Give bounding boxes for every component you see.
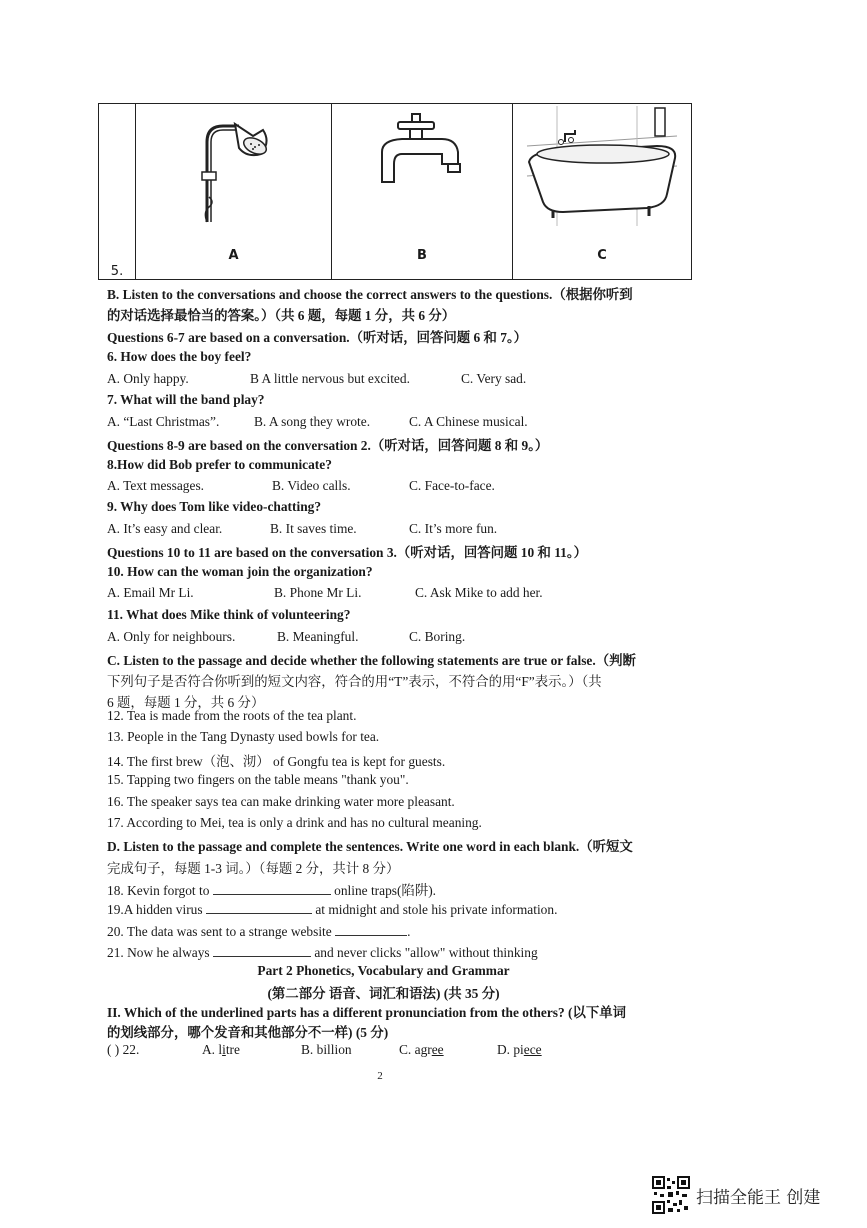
shower-icon	[189, 112, 279, 227]
questions-10-11-intro: Questions 10 to 11 are based on the conversation 3.（听对话，回答问题 10 和 11。）	[107, 545, 587, 560]
q8-option-b: B. Video calls.	[272, 478, 351, 493]
sentence-20-start: 20. The data was sent to a strange website	[107, 924, 332, 939]
q11-option-b: B. Meaningful.	[277, 629, 359, 644]
sentence-20	[107, 923, 410, 940]
q9-option-a: A. It’s easy and clear.	[107, 521, 223, 536]
option-c-cell	[513, 104, 692, 280]
question-9: 9. Why does Tom like video-chatting?	[107, 499, 322, 514]
option-a-cell	[136, 104, 332, 280]
sentence-18-start: 18. Kevin forgot to	[107, 883, 210, 898]
q7-option-b: B. A song they wrote.	[254, 414, 371, 429]
blank-19[interactable]	[206, 901, 312, 914]
q8-option-c: C. Face-to-face.	[409, 478, 495, 493]
sentence-21-start: 21. Now he always	[107, 945, 210, 960]
statement-17: 17. According to Mei, tea is only a drink and has no cultural meaning.	[107, 815, 482, 830]
scanner-credit: 扫描全能王 创建	[696, 1187, 821, 1208]
q6-option-c: C. Very sad.	[461, 371, 527, 386]
q7-option-c: C. A Chinese musical.	[409, 414, 528, 429]
questions-8-9-intro: Questions 8-9 are based on the conversation 2.（听对话，回答问题 8 和 9。）	[107, 438, 549, 453]
statement-16: 16. The speaker says tea can make drinking water more pleasant.	[107, 794, 455, 809]
q8-option-a: A. Text messages.	[107, 478, 204, 493]
section-ii-heading: II. Which of the underlined parts has a different pronunciation from the others? (以下单词	[107, 1005, 627, 1020]
statement-12: 12. Tea is made from the roots of the tea plant.	[107, 708, 357, 723]
q5-number: 5.	[99, 104, 136, 280]
section-b-heading-2: 的对话选择最恰当的答案。）（共 6 题，每题 1 分，共 6 分）	[107, 308, 456, 323]
sentence-21-end: and never clicks "allow" without thinking	[314, 945, 538, 960]
q22-a-prefix: A. l	[202, 1042, 223, 1057]
question-22-number: ( ) 22.	[107, 1042, 140, 1057]
option-a-label: A	[228, 248, 239, 263]
question-7: 7. What will the band play?	[107, 392, 265, 407]
blank-21[interactable]	[213, 944, 311, 957]
q6-option-a: A. Only happy.	[107, 371, 189, 386]
q22-c-underlined: ee	[431, 1042, 444, 1057]
statement-15: 15. Tapping two fingers on the table means "thank you".	[107, 772, 409, 787]
statement-13: 13. People in the Tang Dynasty used bowls for tea.	[107, 729, 380, 744]
bathtub-icon	[517, 106, 687, 226]
q22-c-prefix: C. agr	[399, 1042, 432, 1057]
scanner-watermark	[652, 1176, 820, 1214]
q22-d-prefix: D. pi	[497, 1042, 524, 1057]
q7-option-a: A. “Last Christmas”.	[107, 414, 220, 429]
sentence-20-end: .	[407, 924, 411, 939]
section-ii-heading-2: 的划线部分，哪个发音和其他部分不一样) (5 分)	[107, 1025, 389, 1040]
statement-14: 14. The first brew（泡、沏） of Gongfu tea is kept for guests.	[107, 754, 446, 769]
part-2-subtitle: (第二部分 语音、词汇和语法) (共 35 分)	[267, 986, 500, 1001]
questions-6-7-intro: Questions 6-7 are based on a conversation.（听对话，回答问题 6 和 7。）	[107, 330, 528, 345]
q22-a-suffix: tre	[225, 1042, 240, 1057]
section-b-heading: B. Listen to the conversations and choose the correct answers to the questions.（根据你听到	[107, 287, 633, 302]
section-d-heading: D. Listen to the passage and complete the sentences. Write one word in each blank.（听短文	[107, 839, 633, 854]
question-6: 6. How does the boy feel?	[107, 349, 252, 364]
sentence-18-end: online traps(陷阱).	[334, 883, 437, 898]
q22-option-a	[202, 1042, 240, 1058]
q6-option-b: B A little nervous but excited.	[250, 371, 410, 386]
q11-option-c: C. Boring.	[409, 629, 466, 644]
blank-18[interactable]	[213, 882, 331, 895]
question-10: 10. How can the woman join the organization?	[107, 564, 373, 579]
q22-option-d	[497, 1042, 542, 1058]
option-b-label: B	[417, 248, 427, 263]
q10-option-a: A. Email Mr Li.	[107, 585, 194, 600]
page-number: 2	[377, 1070, 383, 1082]
sentence-18	[107, 880, 436, 899]
q5-picture-table	[98, 103, 692, 280]
section-c-heading-3: 6 题，每题 1 分，共 6 分）	[107, 695, 265, 710]
section-d-heading-2: 完成句子，每题 1-3 词。）（每题 2 分，共计 8 分）	[107, 861, 400, 876]
q22-option-c	[399, 1042, 444, 1058]
q11-option-a: A. Only for neighbours.	[107, 629, 236, 644]
option-b-cell	[332, 104, 513, 280]
question-11: 11. What does Mike think of volunteering?	[107, 607, 351, 622]
q22-option-b: B. billion	[301, 1042, 352, 1057]
q10-option-c: C. Ask Mike to add her.	[415, 585, 543, 600]
section-c-heading-2: 下列句子是否符合你听到的短文内容，符合的用“T”表示，不符合的用“F”表示。）（共	[107, 674, 602, 689]
sentence-19	[107, 901, 557, 918]
section-c-heading: C. Listen to the passage and decide whether the following statements are true or false.（判断	[107, 653, 636, 668]
blank-20[interactable]	[335, 923, 407, 936]
faucet-icon	[372, 112, 472, 202]
option-c-label: C	[597, 248, 607, 263]
qr-code-icon	[652, 1176, 690, 1214]
q10-option-b: B. Phone Mr Li.	[274, 585, 362, 600]
q9-option-c: C. It’s more fun.	[409, 521, 498, 536]
q9-option-b: B. It saves time.	[270, 521, 357, 536]
q22-a-underlined: i	[222, 1042, 226, 1057]
part-2-title: Part 2 Phonetics, Vocabulary and Grammar	[257, 963, 510, 978]
sentence-19-end: at midnight and stole his private information.	[315, 902, 558, 917]
sentence-19-start: 19.A hidden virus	[107, 902, 203, 917]
sentence-21	[107, 944, 538, 961]
question-8: 8.How did Bob prefer to communicate?	[107, 457, 332, 472]
q22-d-underlined: ece	[523, 1042, 542, 1057]
